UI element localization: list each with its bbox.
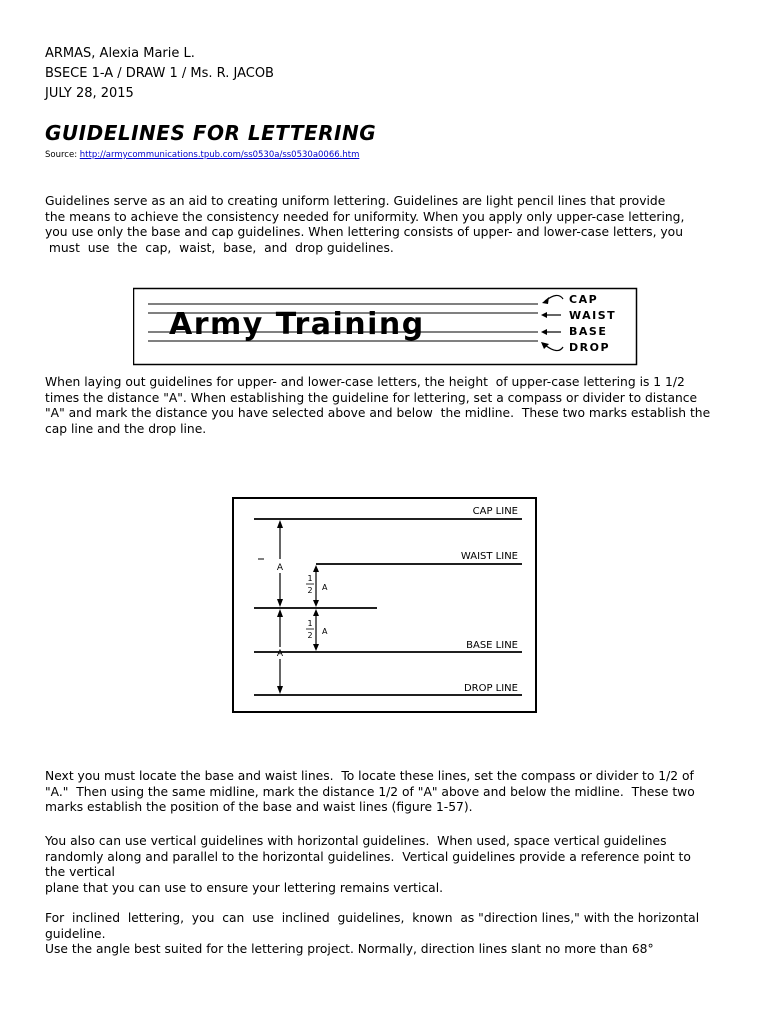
dim-a-upper-label: A xyxy=(276,563,284,573)
label-cap: CAP xyxy=(569,293,599,306)
paragraph-line: guideline. xyxy=(45,926,106,941)
paragraph-line: you use only the base and cap guidelines. When lettering consists of upper- and lower-case letters, you xyxy=(45,225,684,239)
source-citation xyxy=(45,150,359,160)
paragraph-vertical-guidelines xyxy=(45,834,725,896)
label-waist-line: WAIST LINE xyxy=(460,551,518,562)
half-a-lower-arrow-top xyxy=(313,609,319,616)
figure-guideline-spacing xyxy=(232,497,538,714)
paragraph-line: When laying out guidelines for upper- and lower-case letters, the height of upper-case lettering is 1 1/2 xyxy=(45,375,685,389)
paragraph-line: must use the cap, waist, base, and drop guidelines. xyxy=(45,240,394,255)
figure-army-training xyxy=(133,287,638,367)
half-a-lower-arrow-bottom xyxy=(313,644,319,651)
source-link[interactable]: http://armycommunications.tpub.com/ss0530a/ss0530a0066.htm xyxy=(79,150,360,160)
figure-army-training-svg xyxy=(133,287,638,367)
half-a-upper-arrow-top xyxy=(313,565,319,572)
paragraph-intro xyxy=(45,194,725,256)
paragraph-line: plane that you can use to ensure your lettering remains vertical. xyxy=(45,880,444,895)
author-name: ARMAS, Alexia Marie L. xyxy=(45,46,195,61)
dim-a-upper-arrow-bottom xyxy=(277,599,283,607)
dim-a-lower-arrow-top xyxy=(277,609,283,617)
paragraph-line: Use the angle best suited for the lettering project. Normally, direction lines slant no more than 68° xyxy=(45,942,654,956)
figure-guideline-spacing-svg xyxy=(232,497,538,714)
paragraph-line: "A" and mark the distance you have selected above and below the midline. These two marks establish the xyxy=(45,406,711,420)
document-date: JULY 28, 2015 xyxy=(45,86,134,101)
label-drop-line: DROP LINE xyxy=(463,683,518,694)
arrow-drop xyxy=(545,345,563,351)
arrow-head-cap xyxy=(542,297,549,304)
label-base-line: BASE LINE xyxy=(466,640,518,651)
half-a-lower-den: 2 xyxy=(307,631,313,640)
dim-a-lower-label: A xyxy=(276,649,284,659)
arrow-head-drop xyxy=(541,342,549,349)
paragraph-line: cap line and the drop line. xyxy=(45,421,207,436)
paragraph-inclined-lettering xyxy=(45,911,725,958)
paragraph-base-waist xyxy=(45,769,725,816)
half-a-upper-arrow-bottom xyxy=(313,600,319,607)
arrow-head-base xyxy=(541,329,547,335)
paragraph-line: the means to achieve the consistency needed for uniformity. When you apply only upper-case lettering, xyxy=(45,209,685,224)
paragraph-uppercase-height xyxy=(45,375,725,437)
half-a-upper-num: 1 xyxy=(307,574,313,583)
dim-a-upper-arrow-top xyxy=(277,520,283,528)
course-info: BSECE 1-A / DRAW 1 / Ms. R. JACOB xyxy=(45,66,274,81)
paragraph-line: Next you must locate the base and waist lines. To locate these lines, set the compass or divider to 1/2 of xyxy=(45,769,694,783)
dim-a-lower-arrow-bottom xyxy=(277,686,283,694)
paragraph-line: randomly along and parallel to the horizontal guidelines. Vertical guidelines provide a reference point to xyxy=(45,849,691,864)
paragraph-line: marks establish the position of the base and waist lines (figure 1-57). xyxy=(45,800,473,814)
label-drop: DROP xyxy=(569,341,611,354)
paragraph-line: times the distance "A". When establishing the guideline for lettering, set a compass or divider to distance xyxy=(45,390,698,405)
source-label: Source: xyxy=(45,150,80,160)
figure-frame xyxy=(233,498,536,712)
label-base: BASE xyxy=(569,325,608,338)
paragraph-line: You also can use vertical guidelines with horizontal guidelines. When used, space vertical guidelines xyxy=(45,834,667,848)
paragraph-line: "A." Then using the same midline, mark the distance 1/2 of "A" above and below the midline. These two xyxy=(45,784,695,799)
half-a-upper-label: A xyxy=(322,583,328,592)
label-cap-line: CAP LINE xyxy=(472,506,518,517)
half-a-lower-num: 1 xyxy=(307,619,313,628)
army-training-text: Army Training xyxy=(169,307,425,342)
paragraph-line: the vertical xyxy=(45,865,115,879)
page-title: GUIDELINES FOR LETTERING xyxy=(45,121,377,145)
half-a-upper-den: 2 xyxy=(307,586,313,595)
arrow-head-waist xyxy=(541,312,547,318)
label-waist: WAIST xyxy=(569,309,617,322)
paragraph-line: Guidelines serve as an aid to creating uniform lettering. Guidelines are light pencil lines that provide xyxy=(45,194,666,208)
half-a-lower-label: A xyxy=(322,627,328,636)
paragraph-line: For inclined lettering, you can use inclined guidelines, known as "direction lines," with the horizontal xyxy=(45,911,700,925)
